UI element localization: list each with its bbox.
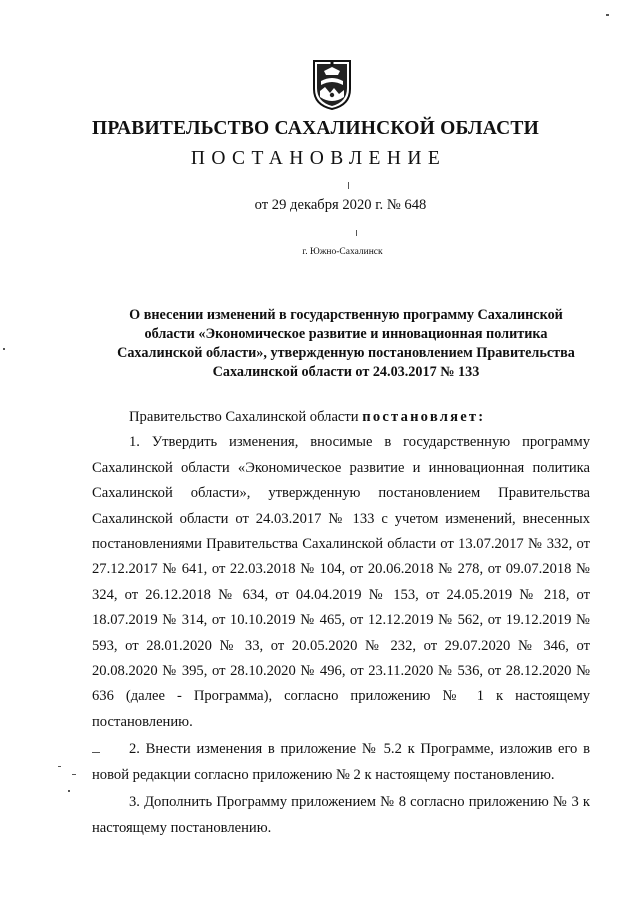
scan-artifact <box>58 766 61 767</box>
scan-artifact <box>348 182 349 189</box>
subject-line: Сахалинской области от 24.03.2017 № 133 <box>212 364 480 380</box>
coat-of-arms-icon <box>311 59 353 111</box>
subject-line: области «Экономическое развитие и инновационная политика <box>144 326 548 342</box>
scan-artifact <box>92 752 100 753</box>
preamble <box>92 405 590 430</box>
scan-artifact <box>3 348 5 350</box>
scan-artifact <box>606 14 609 16</box>
subject-line: Сахалинской области», утвержденную постановлением Правительства <box>117 345 575 361</box>
organization-title: ПРАВИТЕЛЬСТВО САХАЛИНСКОЙ ОБЛАСТИ <box>92 118 539 139</box>
paragraph-3: 3. Дополнить Программу приложением № 8 согласно приложению № 3 к настоящему постановлению. <box>92 794 590 836</box>
document-body <box>92 405 590 841</box>
document-type: ПОСТАНОВЛЕНИЕ <box>190 148 447 169</box>
paragraph-1: 1. Утвердить изменения, вносимые в государственную программу Сахалинской области «Экономическое развитие и инновационная политика Сахалинской области», утвержденную постановлением Правительства Сахалинской области от 24.03.2017 № 133 с учетом изменений, внесенных постановлениями Правительства Сахалинской области от 13.07.2017 № 332, от 27.12.2017 № 641, от 22.03.2018 № 104, от 20.06.2018 № 278, от 09.07.2018 № 324, от 26.12.2018 № 634, от 04.04.2019 № 153, от 24.05.2019 № 218, от 18.07.2019 № 314, от 10.10.2019 № 465, от 12.12.2019 № 562, от 19.12.2019 № 593, от 28.01.2020 № 33, от 20.05.2020 № 232, от 29.07.2020 № 346, от 20.08.2020 № 395, от 28.10.2020 № 496, от 23.11.2020 № 536, от 28.12.2020 № 636 (далее - Программа), согласно приложению № 1 к настоящему постановлению. <box>92 434 590 730</box>
subject-line: О внесении изменений в государственную программу Сахалинской <box>129 307 563 323</box>
preamble-text: Правительство Сахалинской области <box>129 409 363 425</box>
preamble-keyword: постановляет: <box>362 409 486 425</box>
scan-artifact <box>68 790 70 792</box>
scan-artifact <box>72 774 76 775</box>
paragraph-2: 2. Внести изменения в приложение № 5.2 к Программе, изложив его в новой редакции согласно приложению № 2 к настоящему постановлению. <box>92 741 590 783</box>
date-and-number: от 29 декабря 2020 г. № 648 <box>254 197 427 213</box>
city-name: г. Южно-Сахалинск <box>302 247 383 257</box>
document-subject <box>96 306 596 382</box>
scan-artifact <box>356 230 357 236</box>
